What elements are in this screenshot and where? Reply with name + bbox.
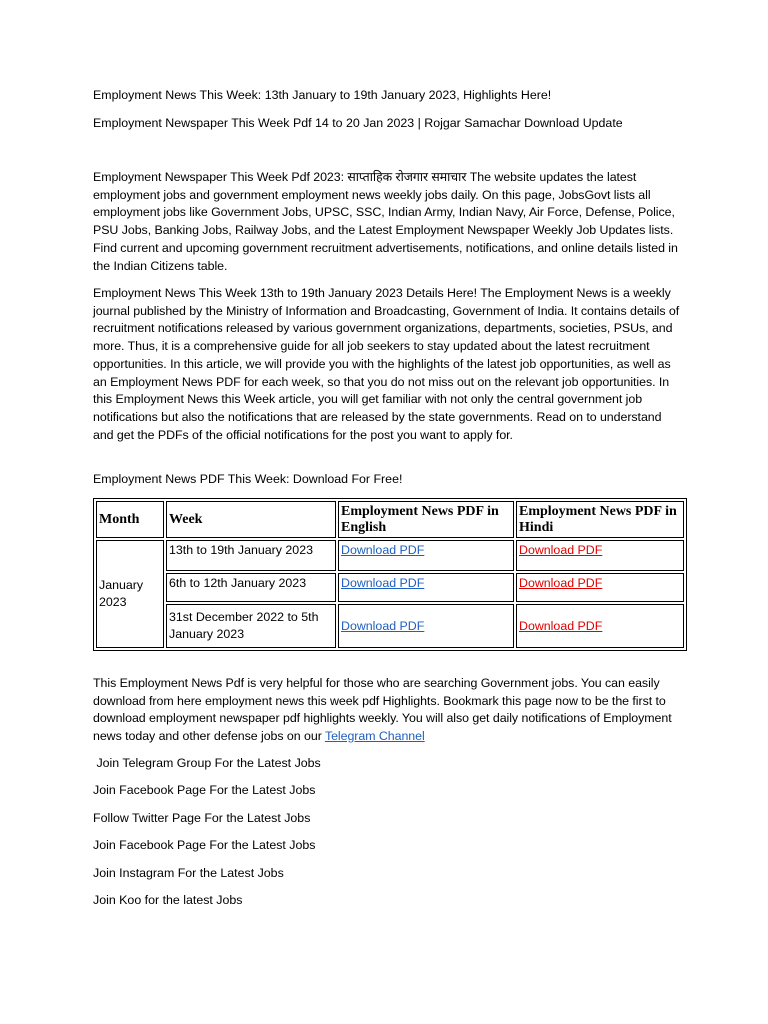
details-paragraph: Employment News This Week 13th to 19th January 2023 Details Here! The Employment News is a weekly journal published by the Ministry of Information and Broadcasting, Government of India. It contains details of recruitment notifications released by various government organizations, departments, societies, PSUs, and more. Thus, it is a comprehensive guide for all job seekers to stay updated about the latest recruitment opportunities. In this article, we will provide you with the highlights of the latest job opportunities, as well as an Employment News PDF for each week, so that you do not miss out on the relevant job opportunities. In this Employment News this Week article, you will get familiar with not only the central government job notifications but also the notifications that are released by the state governments. Read on to understand and get the PDFs of the official notifications for the post you want to apply for. bbox=[93, 286, 680, 442]
social-join-instagram: Join Instagram For the Latest Jobs bbox=[93, 866, 284, 880]
download-pdf-english-link[interactable]: Download PDF bbox=[341, 618, 425, 633]
hindi-cell bbox=[516, 540, 684, 571]
telegram-channel-link[interactable]: Telegram Channel bbox=[324, 729, 425, 744]
hindi-cell bbox=[516, 573, 684, 602]
table-header-row bbox=[96, 501, 684, 538]
header-hindi: Employment News PDF in Hindi bbox=[516, 501, 684, 538]
download-pdf-hindi-link[interactable]: Download PDF bbox=[519, 576, 603, 590]
english-cell bbox=[338, 573, 514, 602]
download-pdf-hindi-link[interactable]: Download PDF bbox=[519, 618, 603, 633]
table-row bbox=[96, 540, 684, 571]
intro-paragraph: Employment Newspaper This Week Pdf 2023: साप्ताहिक रोजगार समाचार The website updates the latest employment jobs and government employment news weekly jobs daily. On this page, JobsGovt lists all employment jobs like Government Jobs, UPSC, SSC, Indian Army, Indian Navy, Air Force, Defense, Police, PSU Jobs, Banking Jobs, Railway Jobs, and the Latest Employment Newspaper Weekly Job Updates lists. Find current and upcoming government recruitment advertisements, notifications, and online details listed in the Indian Citizens table. bbox=[93, 170, 678, 273]
header-week: Week bbox=[166, 501, 336, 538]
download-pdf-english-link[interactable]: Download PDF bbox=[341, 543, 425, 557]
english-cell bbox=[338, 540, 514, 571]
header-month: Month bbox=[96, 501, 164, 538]
page-title: Employment News This Week: 13th January to 19th January 2023, Highlights Here! bbox=[93, 88, 552, 102]
download-pdf-hindi-link[interactable]: Download PDF bbox=[519, 543, 603, 557]
social-join-facebook-2: Join Facebook Page For the Latest Jobs bbox=[93, 838, 316, 852]
week-cell: 6th to 12th January 2023 bbox=[166, 573, 336, 602]
english-cell bbox=[338, 604, 514, 648]
social-follow-twitter: Follow Twitter Page For the Latest Jobs bbox=[93, 811, 311, 825]
page-subtitle: Employment Newspaper This Week Pdf 14 to 20 Jan 2023 | Rojgar Samachar Download Update bbox=[93, 116, 623, 130]
outro-text: This Employment News Pdf is very helpful for those who are searching Government jobs. You can easily download from here employment news this week pdf Highlights. Bookmark this page now to be the first to download employment newspaper pdf highlights weekly. You will also get daily notifications of Employment news today and other defense jobs on our bbox=[93, 676, 672, 744]
social-join-facebook: Join Facebook Page For the Latest Jobs bbox=[93, 783, 316, 797]
table-row bbox=[96, 573, 684, 602]
outro-paragraph bbox=[93, 675, 683, 746]
week-cell: 31st December 2022 to 5th January 2023 bbox=[166, 604, 336, 648]
table-row bbox=[96, 604, 684, 648]
hindi-cell bbox=[516, 604, 684, 648]
social-join-telegram: Join Telegram Group For the Latest Jobs bbox=[93, 756, 321, 770]
header-english: Employment News PDF in English bbox=[338, 501, 514, 538]
month-cell: January 2023 bbox=[96, 540, 164, 648]
download-pdf-english-link[interactable]: Download PDF bbox=[341, 576, 425, 590]
week-cell: 13th to 19th January 2023 bbox=[166, 540, 336, 571]
social-join-koo: Join Koo for the latest Jobs bbox=[93, 893, 243, 907]
employment-news-table bbox=[93, 498, 687, 651]
table-heading: Employment News PDF This Week: Download For Free! bbox=[93, 472, 403, 486]
